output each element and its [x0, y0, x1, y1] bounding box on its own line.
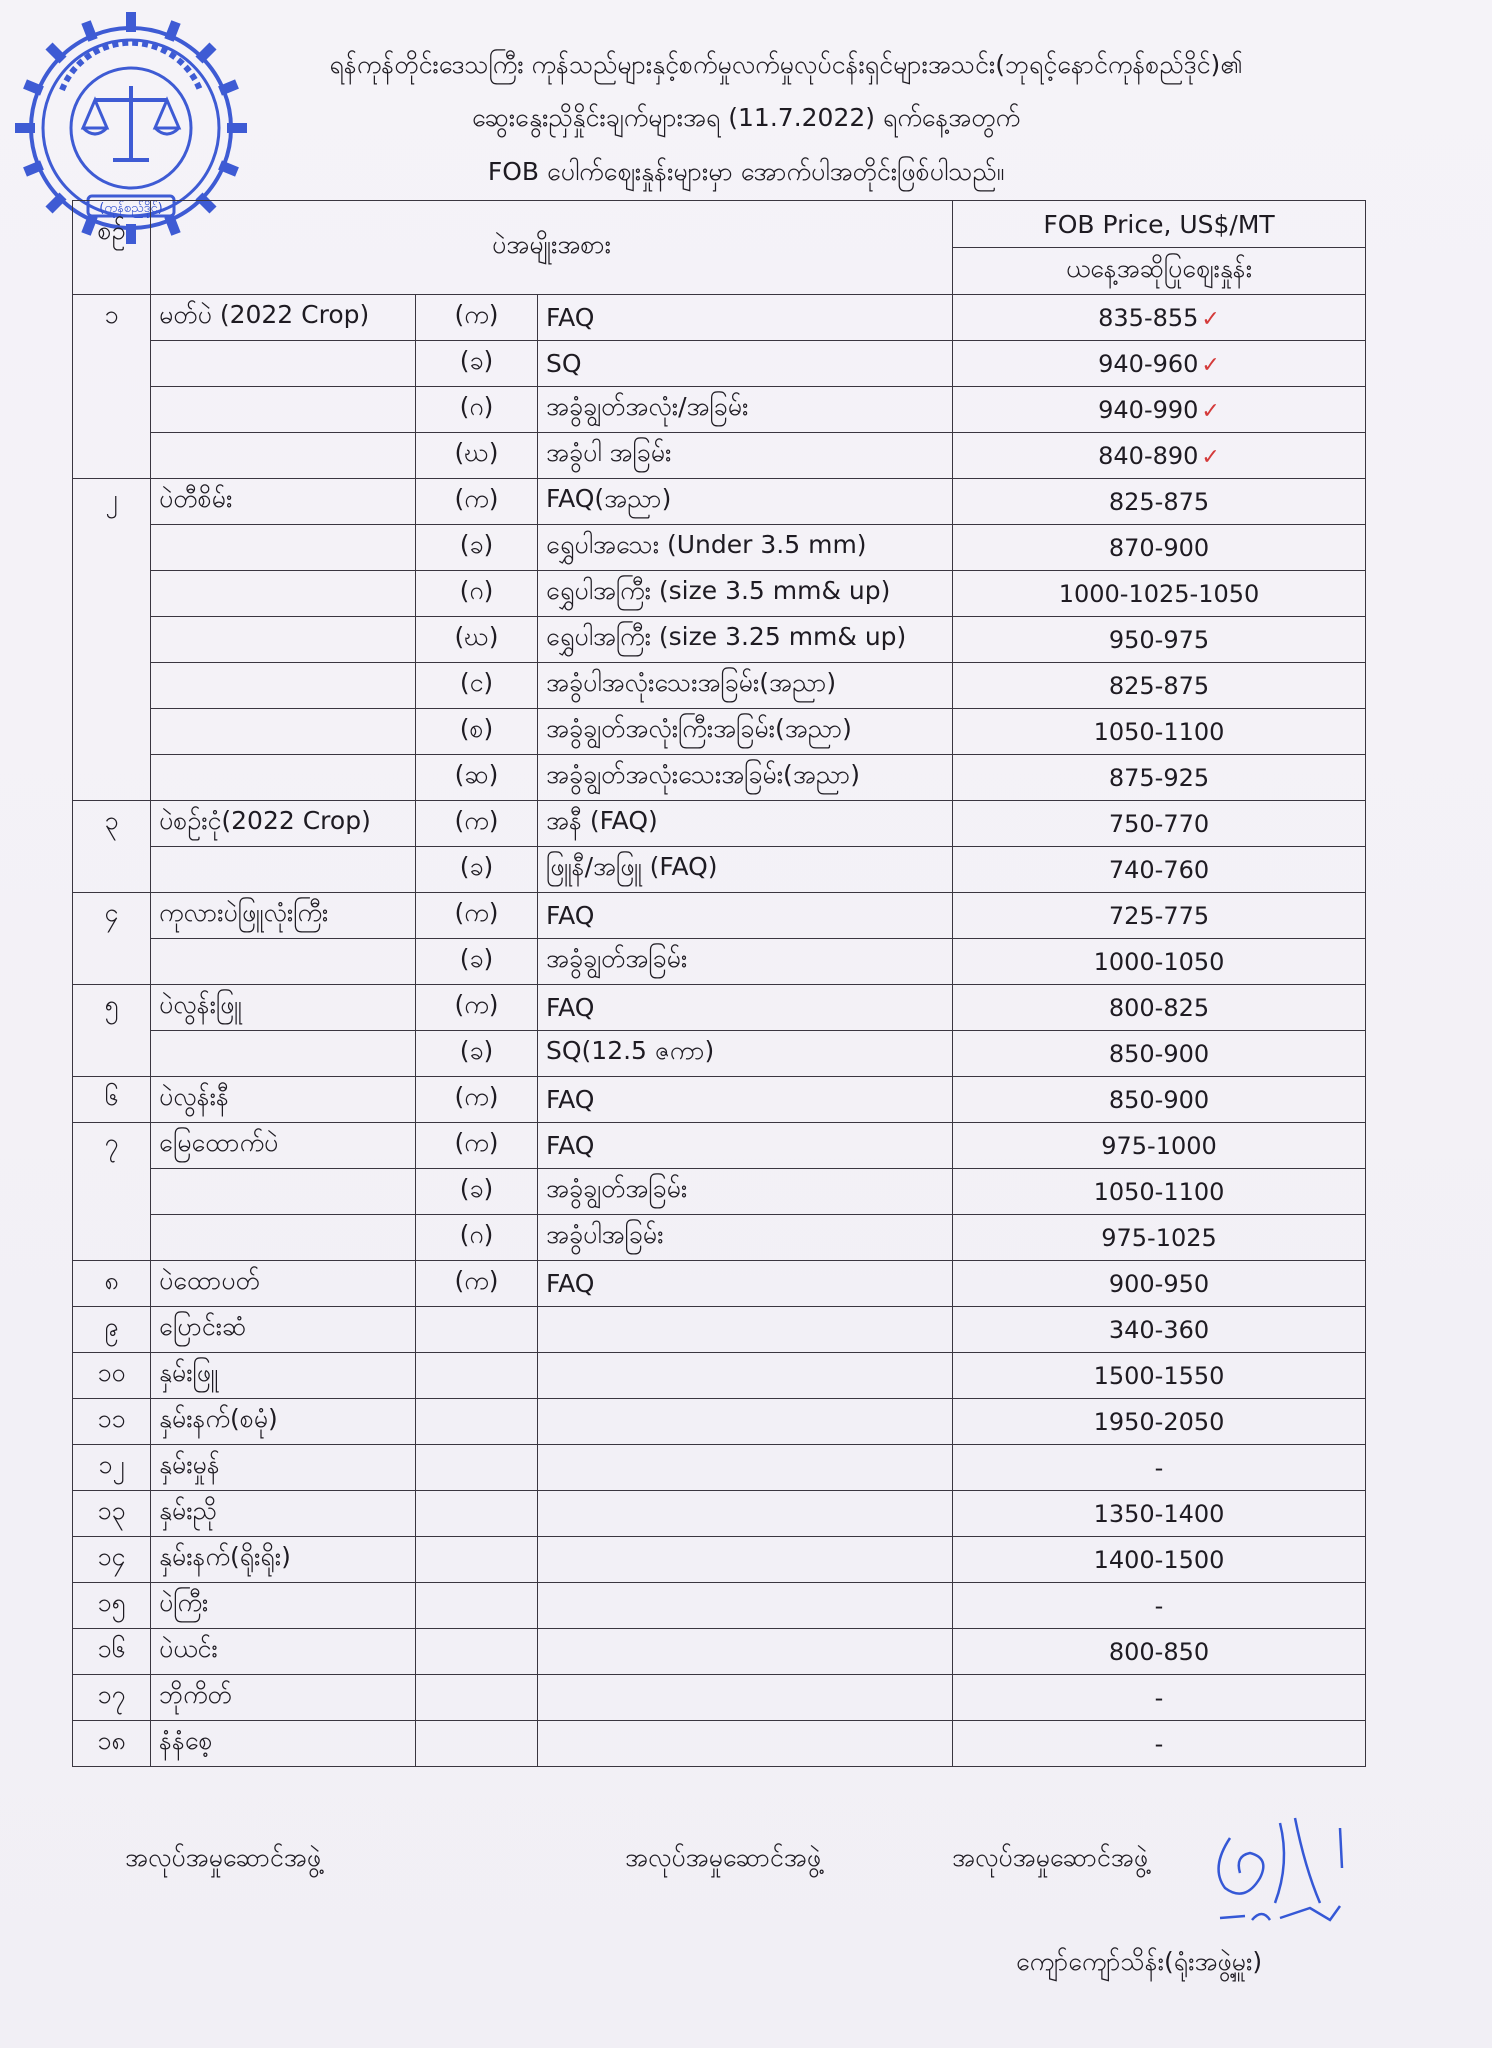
grade-name — [538, 1307, 953, 1353]
grade-name — [538, 1445, 953, 1491]
table-row — [73, 295, 1366, 341]
grade-letter: (ဃ) — [416, 617, 538, 663]
row-number: ၄ — [73, 893, 151, 939]
table-row — [73, 663, 1366, 709]
grade-letter — [416, 1537, 538, 1583]
grade-name: အနီ (FAQ) — [538, 801, 953, 847]
header-line-2: ဆွေးနွေးညှိနှိုင်းချက်များအရ (11.7.2022) ရက်နေ့အတွက် — [471, 103, 1021, 132]
grade-letter: (က) — [416, 1123, 538, 1169]
grade-name: FAQ(အညာ) — [538, 479, 953, 525]
price-value: 1000-1025-1050 — [1058, 579, 1260, 608]
table-row — [73, 433, 1366, 479]
item-name: နှမ်းနက်(စမုံ) — [151, 1399, 416, 1445]
grade-letter: (ဃ) — [416, 433, 538, 479]
table-row — [73, 1123, 1366, 1169]
grade-letter — [416, 1721, 538, 1767]
row-number: ၁၇ — [73, 1675, 151, 1721]
item-name: နှမ်းညို — [151, 1491, 416, 1537]
price-cell — [953, 433, 1366, 479]
price-value: 1050-1100 — [1093, 1177, 1225, 1206]
grade-name: ရွှေပါအကြီး (size 3.25 mm& up) — [538, 617, 953, 663]
table-row — [73, 1537, 1366, 1583]
price-value: 835-855 — [1098, 303, 1199, 332]
grade-letter: (က) — [416, 801, 538, 847]
check-mark-icon: ✓ — [1201, 444, 1220, 470]
row-number: ၆ — [73, 1077, 151, 1123]
item-name — [151, 525, 416, 571]
price-cell — [953, 663, 1366, 709]
item-name: ကုလားပဲဖြူလုံးကြီး — [151, 893, 416, 939]
price-value: - — [1154, 1453, 1164, 1482]
table-row — [73, 893, 1366, 939]
grade-name — [538, 1399, 953, 1445]
item-name — [151, 387, 416, 433]
price-cell — [953, 801, 1366, 847]
item-name — [151, 433, 416, 479]
price-value: 800-850 — [1108, 1637, 1210, 1666]
price-value: 975-1000 — [1101, 1131, 1217, 1160]
price-value: 950-975 — [1108, 625, 1210, 654]
col-header-item: ပဲအမျိုးအစား — [151, 201, 953, 295]
row-number: ၃ — [73, 801, 151, 847]
table-row — [73, 617, 1366, 663]
price-value: 1950-2050 — [1093, 1407, 1225, 1436]
grade-name: ရွှေပါအသေး (Under 3.5 mm) — [538, 525, 953, 571]
grade-letter: (ခ) — [416, 1169, 538, 1215]
table-row — [73, 1583, 1366, 1629]
table-row — [73, 985, 1366, 1031]
item-name: နှမ်းမှုန် — [151, 1445, 416, 1491]
grade-name — [538, 1537, 953, 1583]
price-cell — [953, 1675, 1366, 1721]
price-value: 340-360 — [1108, 1315, 1210, 1344]
item-name — [151, 709, 416, 755]
price-cell — [953, 1399, 1366, 1445]
grade-letter: (ခ) — [416, 847, 538, 893]
price-cell — [953, 1123, 1366, 1169]
table-row — [73, 1261, 1366, 1307]
item-name: ဘိုကိတ် — [151, 1675, 416, 1721]
table-row — [73, 847, 1366, 893]
item-name — [151, 617, 416, 663]
grade-letter: (က) — [416, 1261, 538, 1307]
price-value: 750-770 — [1108, 809, 1210, 838]
item-name — [151, 755, 416, 801]
grade-name: SQ — [538, 341, 953, 387]
price-cell — [953, 1031, 1366, 1077]
price-cell — [953, 1721, 1366, 1767]
check-mark-icon: ✓ — [1201, 352, 1220, 378]
table-row — [73, 387, 1366, 433]
item-name: မတ်ပဲ (2022 Crop) — [151, 295, 416, 341]
grade-letter: (ခ) — [416, 939, 538, 985]
grade-name: ဖြူနီ/အဖြူ (FAQ) — [538, 847, 953, 893]
row-number — [73, 617, 151, 663]
grade-letter — [416, 1399, 538, 1445]
price-value: 940-960 — [1098, 349, 1199, 378]
grade-name: FAQ — [538, 1077, 953, 1123]
price-value: 975-1025 — [1101, 1223, 1217, 1252]
row-number: ၇ — [73, 1123, 151, 1169]
price-cell — [953, 617, 1366, 663]
row-number: ၂ — [73, 479, 151, 525]
price-value: - — [1154, 1729, 1164, 1758]
table-row — [73, 1491, 1366, 1537]
col-header-fob: FOB Price, US$/MT — [953, 201, 1366, 248]
row-number — [73, 709, 151, 755]
grade-name: FAQ — [538, 1261, 953, 1307]
item-name: ပဲလွန်းဖြူ — [151, 985, 416, 1031]
price-cell — [953, 709, 1366, 755]
grade-name: အခွံချွတ်အခြမ်း — [538, 939, 953, 985]
price-value: 740-760 — [1108, 855, 1210, 884]
grade-name: FAQ — [538, 295, 953, 341]
table-row — [73, 1721, 1366, 1767]
price-value: 1050-1100 — [1093, 717, 1225, 746]
price-cell — [953, 755, 1366, 801]
row-number: ၈ — [73, 1261, 151, 1307]
row-number: ၁၀ — [73, 1353, 151, 1399]
price-value: 840-890 — [1098, 441, 1199, 470]
row-number — [73, 525, 151, 571]
row-number: ၁၅ — [73, 1583, 151, 1629]
item-name — [151, 341, 416, 387]
grade-name: အခွံချွတ်အလုံးသေးအခြမ်း(အညာ) — [538, 755, 953, 801]
item-name — [151, 663, 416, 709]
grade-letter — [416, 1675, 538, 1721]
price-value: 870-900 — [1108, 533, 1210, 562]
grade-name — [538, 1353, 953, 1399]
grade-name: အခွံချွတ်အလုံး/အခြမ်း — [538, 387, 953, 433]
price-value: 850-900 — [1108, 1085, 1210, 1114]
grade-name — [538, 1721, 953, 1767]
row-number: ၁၁ — [73, 1399, 151, 1445]
row-number — [73, 663, 151, 709]
row-number — [73, 341, 151, 387]
item-name — [151, 1169, 416, 1215]
row-number — [73, 1215, 151, 1261]
price-cell — [953, 939, 1366, 985]
grade-letter: (ဂ) — [416, 1215, 538, 1261]
item-name — [151, 571, 416, 617]
price-cell — [953, 1445, 1366, 1491]
table-row — [73, 1307, 1366, 1353]
row-number — [73, 433, 151, 479]
table-row — [73, 939, 1366, 985]
price-cell — [953, 1629, 1366, 1675]
item-name: ပဲထောပတ် — [151, 1261, 416, 1307]
grade-letter: (စ) — [416, 709, 538, 755]
grade-letter: (ခ) — [416, 1031, 538, 1077]
row-number — [73, 571, 151, 617]
table-row — [73, 755, 1366, 801]
price-value: 800-825 — [1108, 993, 1210, 1022]
signature-label-2: အလုပ်အမှုဆောင်အဖွဲ့ — [625, 1843, 822, 1872]
col-header-today-price: ယနေ့အဆိုပြုဈေးနှုန်း — [953, 248, 1366, 295]
price-cell — [953, 847, 1366, 893]
price-cell — [953, 985, 1366, 1031]
grade-name: FAQ — [538, 893, 953, 939]
grade-letter — [416, 1629, 538, 1675]
table-row — [73, 571, 1366, 617]
header-line-1: ရန်ကုန်တိုင်းဒေသကြီး ကုန်သည်များနှင့်စက်မှုလက်မှုလုပ်ငန်းရှင်များအသင်း(ဘုရင့်နောင်ကုန်စည်ဒိုင်)၏ — [329, 50, 1243, 79]
price-cell — [953, 893, 1366, 939]
grade-letter — [416, 1353, 538, 1399]
price-cell — [953, 479, 1366, 525]
price-value: 900-950 — [1108, 1269, 1210, 1298]
price-cell — [953, 1215, 1366, 1261]
grade-letter: (ဂ) — [416, 387, 538, 433]
item-name — [151, 847, 416, 893]
grade-letter: (က) — [416, 893, 538, 939]
grade-letter: (က) — [416, 295, 538, 341]
grade-name — [538, 1491, 953, 1537]
table-row — [73, 525, 1366, 571]
row-number — [73, 1169, 151, 1215]
price-value: 825-875 — [1108, 671, 1210, 700]
item-name: နံနံစေ့ — [151, 1721, 416, 1767]
grade-name: ရွှေပါအကြီး (size 3.5 mm& up) — [538, 571, 953, 617]
grade-name: SQ(12.5 ဇကာ) — [538, 1031, 953, 1077]
grade-name: အခွံပါအခြမ်း — [538, 1215, 953, 1261]
item-name: ပဲယင်း — [151, 1629, 416, 1675]
row-number — [73, 387, 151, 433]
grade-letter: (က) — [416, 479, 538, 525]
table-row — [73, 801, 1366, 847]
table-row — [73, 479, 1366, 525]
grade-letter: (က) — [416, 1077, 538, 1123]
grade-letter — [416, 1445, 538, 1491]
price-cell — [953, 1583, 1366, 1629]
price-value: 725-775 — [1108, 901, 1210, 930]
handwritten-signature — [1190, 1808, 1360, 1938]
grade-name: FAQ — [538, 985, 953, 1031]
price-value: 850-900 — [1108, 1039, 1210, 1068]
price-cell — [953, 1307, 1366, 1353]
row-number: ၁၄ — [73, 1537, 151, 1583]
item-name — [151, 1031, 416, 1077]
item-name — [151, 1215, 416, 1261]
table-row — [73, 1215, 1366, 1261]
table-row — [73, 1077, 1366, 1123]
grade-letter — [416, 1583, 538, 1629]
price-cell — [953, 295, 1366, 341]
price-cell — [953, 1169, 1366, 1215]
table-row — [73, 1169, 1366, 1215]
table-row — [73, 709, 1366, 755]
item-name: ပဲတီစိမ်း — [151, 479, 416, 525]
price-cell — [953, 525, 1366, 571]
header-line-3: FOB ပေါက်ဈေးနှုန်းများမှာ အောက်ပါအတိုင်းဖြစ်ပါသည်။ — [487, 157, 1005, 186]
price-cell — [953, 571, 1366, 617]
row-number: ၁ — [73, 295, 151, 341]
table-row — [73, 1399, 1366, 1445]
grade-name: အခွံချွတ်အခြမ်း — [538, 1169, 953, 1215]
price-value: 940-990 — [1098, 395, 1199, 424]
price-value: - — [1154, 1591, 1164, 1620]
item-name: ပဲကြီး — [151, 1583, 416, 1629]
grade-name — [538, 1629, 953, 1675]
grade-letter: (ဂ) — [416, 571, 538, 617]
row-number: ၁၆ — [73, 1629, 151, 1675]
row-number: ၁၈ — [73, 1721, 151, 1767]
check-mark-icon: ✓ — [1201, 306, 1220, 332]
grade-name: အခွံပါ အခြမ်း — [538, 433, 953, 479]
grade-letter: (ခ) — [416, 525, 538, 571]
item-name: မြေထောက်ပဲ — [151, 1123, 416, 1169]
price-value: 1350-1400 — [1093, 1499, 1225, 1528]
grade-name: အခွံပါအလုံးသေးအခြမ်း(အညာ) — [538, 663, 953, 709]
price-table — [72, 200, 1366, 1767]
grade-letter: (က) — [416, 985, 538, 1031]
price-cell — [953, 1537, 1366, 1583]
table-row — [73, 341, 1366, 387]
price-cell — [953, 387, 1366, 433]
grade-letter: (ခ) — [416, 341, 538, 387]
grade-name — [538, 1675, 953, 1721]
price-cell — [953, 1353, 1366, 1399]
price-cell — [953, 1261, 1366, 1307]
chairman-name: ကျော်ကျော်သိန်း(ရုံးအဖွဲ့မှူး) — [1016, 1947, 1263, 1976]
grade-letter — [416, 1491, 538, 1537]
row-number: ၅ — [73, 985, 151, 1031]
table-row — [73, 1629, 1366, 1675]
table-row — [73, 1031, 1366, 1077]
item-name: ပဲလွန်းနီ — [151, 1077, 416, 1123]
item-name: နှမ်းနက်(ရိုးရိုး) — [151, 1537, 416, 1583]
item-name: နှမ်းဖြူ — [151, 1353, 416, 1399]
grade-letter: (ဆ) — [416, 755, 538, 801]
signature-label-3: အလုပ်အမှုဆောင်အဖွဲ့ — [952, 1843, 1149, 1872]
signature-label-1: အလုပ်အမှုဆောင်အဖွဲ့ — [125, 1843, 322, 1872]
price-cell — [953, 1491, 1366, 1537]
price-value: 1500-1550 — [1093, 1361, 1225, 1390]
item-name — [151, 939, 416, 985]
price-cell — [953, 1077, 1366, 1123]
table-row — [73, 1675, 1366, 1721]
table-row — [73, 1445, 1366, 1491]
row-number: ၁၂ — [73, 1445, 151, 1491]
price-cell — [953, 341, 1366, 387]
col-header-no: စဉ် — [73, 201, 151, 295]
row-number — [73, 1031, 151, 1077]
row-number — [73, 939, 151, 985]
row-number — [73, 755, 151, 801]
grade-letter — [416, 1307, 538, 1353]
row-number: ၁၃ — [73, 1491, 151, 1537]
grade-name — [538, 1583, 953, 1629]
grade-name: FAQ — [538, 1123, 953, 1169]
row-number — [73, 847, 151, 893]
grade-letter: (င) — [416, 663, 538, 709]
row-number: ၉ — [73, 1307, 151, 1353]
seal-text: (ကုန်စည်ဒိုင်) — [99, 201, 163, 216]
price-value: - — [1154, 1683, 1164, 1712]
price-value: 825-875 — [1108, 487, 1210, 516]
item-name: ပဲစဉ်းငုံ(2022 Crop) — [151, 801, 416, 847]
table-row — [73, 1353, 1366, 1399]
check-mark-icon: ✓ — [1201, 398, 1220, 424]
price-value: 875-925 — [1108, 763, 1210, 792]
price-value: 1000-1050 — [1093, 947, 1225, 976]
item-name: ပြောင်းဆံ — [151, 1307, 416, 1353]
price-value: 1400-1500 — [1093, 1545, 1225, 1574]
grade-name: အခွံချွတ်အလုံးကြီးအခြမ်း(အညာ) — [538, 709, 953, 755]
